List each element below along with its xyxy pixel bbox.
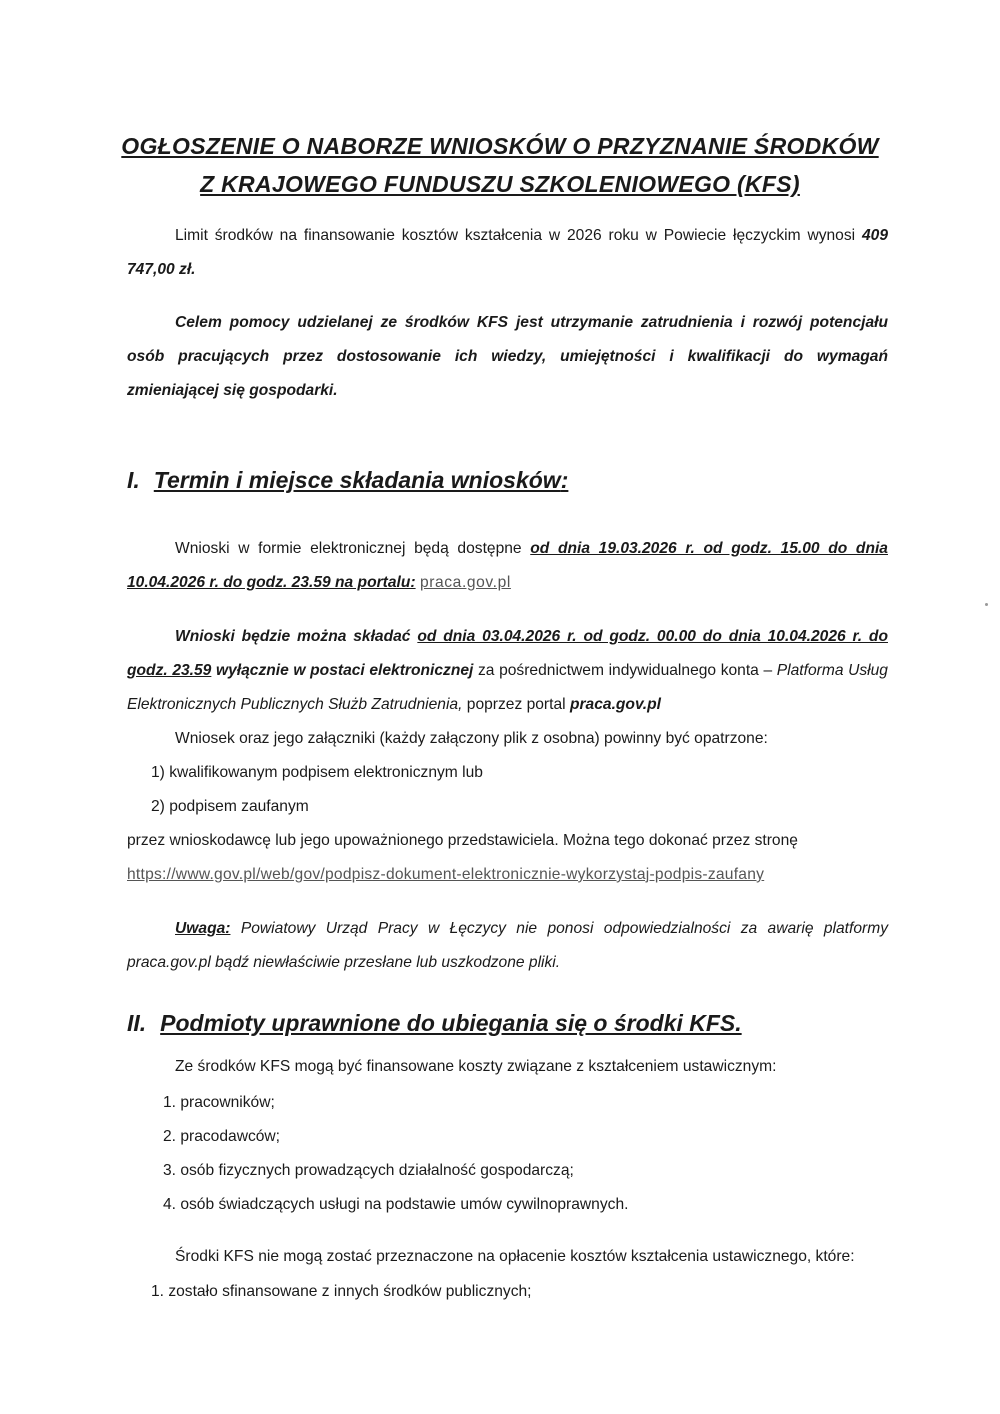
attachments-paragraph: Wniosek oraz jego załączniki (każdy załączony plik z osobna) powinny być opatrzone: <box>175 730 768 747</box>
scan-speck <box>985 603 988 606</box>
availability-portal-link[interactable]: praca.gov.pl <box>419 574 511 591</box>
submission-only-electronic: wyłącznie w postaci elektronicznej <box>215 662 474 679</box>
document-title-line-2: Z KRAJOWEGO FUNDUSZU SZKOLENIOWEGO (KFS) <box>200 171 800 197</box>
signature-option-1: 1) kwalifikowanym podpisem elektronicznym lub <box>151 764 483 781</box>
availability-prefix: Wnioski w formie elektronicznej będą dostępne <box>175 540 522 557</box>
platform-name: Platforma Usług Elektronicznych Publicznych Służb Zatrudnienia, <box>127 662 888 713</box>
signature-option-2: 2) podpisem zaufanym <box>151 798 309 815</box>
limit-amount: 409 747,00 zł. <box>127 227 888 278</box>
eligible-item-3: 3. osób fizycznych prowadzących działalność gospodarczą; <box>163 1162 574 1179</box>
submission-paragraph <box>127 620 888 722</box>
eligible-item-2: 2. pracodawców; <box>163 1128 281 1145</box>
document-title-line-1: OGŁOSZENIE O NABORZE WNIOSKÓW O PRZYZNANIE ŚRODKÓW <box>121 133 879 159</box>
section-1-number: I. <box>127 467 140 493</box>
eligible-item-4: 4. osób świadczących usługi na podstawie umów cywilnoprawnych. <box>163 1196 629 1213</box>
section-1-title: Termin i miejsce składania wniosków <box>153 467 561 493</box>
signature-url-link[interactable]: https://www.gov.pl/web/gov/podpisz-dokument-elektronicznie-wykorzystaj-podpis-zaufany <box>127 866 765 883</box>
limit-paragraph <box>127 219 888 287</box>
exclusion-item-1: 1. zostało sfinansowane z innych środków publicznych; <box>151 1283 532 1300</box>
goal-paragraph: Celem pomocy udzielanej ze środków KFS jest utrzymanie zatrudnienia i rozwój potencjału osób pracujących przez dostosowanie ich wiedzy, umiejętności i kwalifikacji do wymagań zmieniającej się gospodarki. <box>127 314 888 399</box>
exclusion-intro: Środki KFS nie mogą zostać przeznaczone na opłacenie kosztów kształcenia ustawicznego, które: <box>175 1248 855 1265</box>
section-2-number: II. <box>127 1010 147 1036</box>
section-1-heading <box>127 467 568 494</box>
portal-name: praca.gov.pl <box>569 696 661 713</box>
eligible-intro: Ze środków KFS mogą być finansowane koszty związane z kształceniem ustawicznym: <box>175 1058 777 1075</box>
note-text: Powiatowy Urząd Pracy w Łęczycy nie ponosi odpowiedzialności za awarię platformy praca.gov.pl bądź niewłaściwie przesłane lub uszkodzone pliki. <box>127 920 888 971</box>
availability-dates: od dnia 19.03.2026 r. od godz. 15.00 do dnia 10.04.2026 r. do godz. 23.59 na portalu: <box>127 540 888 591</box>
section-2-heading <box>127 1010 742 1037</box>
by-whom-paragraph: przez wnioskodawcę lub jego upoważnionego przedstawiciela. Można tego dokonać przez stronę <box>127 832 798 849</box>
note-label: Uwaga: <box>175 920 231 937</box>
eligible-item-1: 1. pracowników; <box>163 1094 275 1111</box>
note-paragraph <box>127 912 888 980</box>
section-1-colon: : <box>560 467 569 493</box>
section-2-title: Podmioty uprawnione do ubiegania się o środki KFS. <box>160 1010 742 1036</box>
submission-prefix: Wnioski będzie można składać <box>175 628 411 645</box>
via-portal: poprzez portal <box>466 696 566 713</box>
submission-dates: od dnia 03.04.2026 r. od godz. 00.00 do dnia 10.04.2026 r. do godz. 23.59 <box>127 628 888 679</box>
availability-paragraph <box>127 532 888 600</box>
limit-text: Limit środków na finansowanie kosztów kształcenia w 2026 roku w Powiecie łęczyckim wynosi <box>175 227 856 244</box>
submission-via: za pośrednictwem indywidualnego konta – <box>478 662 773 679</box>
